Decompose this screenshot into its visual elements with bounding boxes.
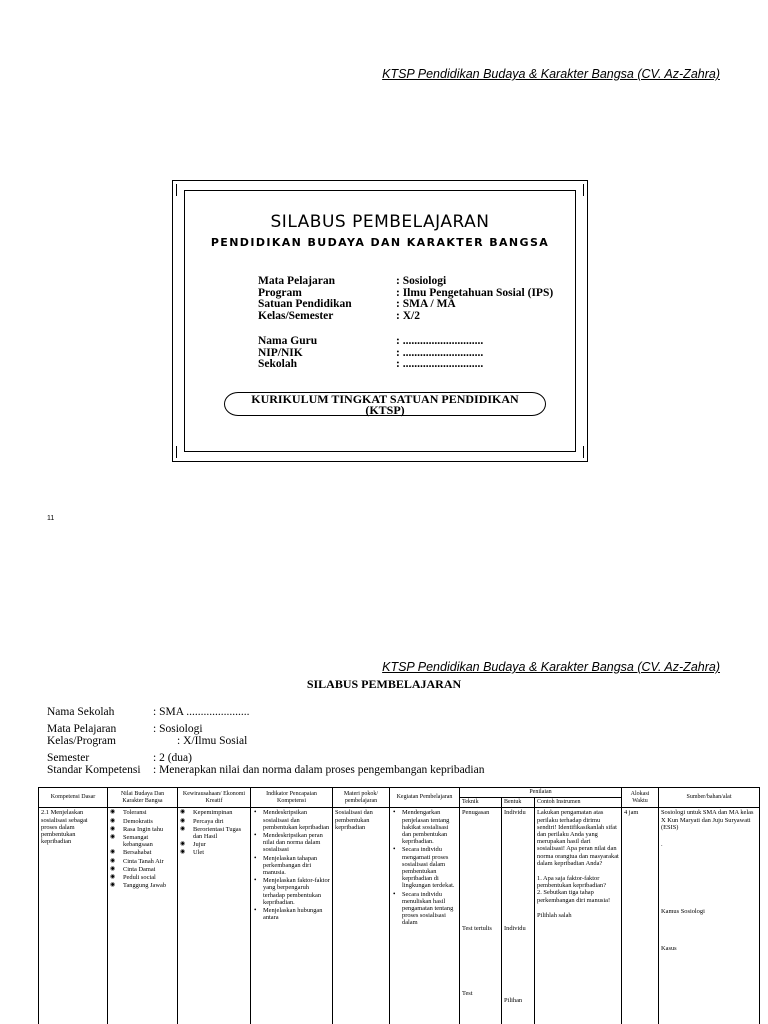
list-item: ◉ Semangat kebangsaan: [110, 834, 175, 848]
teknik-cell: [460, 808, 502, 1024]
cell-text: Kasus: [661, 945, 677, 953]
info-value: : 2 (dua): [153, 752, 192, 764]
cell-text: Pilihlah salah: [537, 911, 572, 919]
col-header: Contoh Instrumen: [535, 798, 622, 808]
list-item: ◉ Jujur: [180, 841, 248, 848]
info-label: Mata Pelajaran: [47, 723, 117, 735]
cell-text: .: [661, 841, 663, 849]
col-header: Nilai Budaya Dan Karakter Bangsa: [108, 788, 178, 808]
info-value: : Menerapkan nilai dan norma dalam proses pengembangan kepribadian: [153, 764, 485, 776]
list-item: ◉ Demokratis: [110, 818, 175, 825]
cell-text: Test: [462, 989, 473, 997]
cell-text: Sosiologi untuk SMA dan MA kelas X Kun Maryati dan Juju Suryawati (ESIS): [661, 809, 754, 831]
list-item: • Menjelaskan hubungan antara: [253, 907, 330, 921]
col-header: Materi pokok/ pembelajaran: [333, 788, 390, 808]
cell-text: Penugasan: [462, 809, 490, 817]
materi-cell: Sosialisasi dan pembentukan kepribadian: [333, 808, 390, 1024]
info-label: Semester: [47, 752, 90, 764]
field-label: NIP/NIK: [258, 346, 303, 359]
cell-text: Pilihan: [504, 996, 523, 1004]
field-label: Sekolah: [258, 358, 297, 370]
cover-frame: [172, 180, 588, 462]
ktsp-line: (KTSP): [365, 403, 405, 417]
bentuk-cell: [502, 808, 535, 1024]
list-item: ◉ Percaya diri: [180, 818, 248, 825]
sumber-cell: [659, 808, 760, 1024]
cell-text: 1. Apa saja faktor-faktor pembentukan kepribadian?: [537, 875, 607, 890]
list-item: • Mendengarkan penjelasan tentang hakikat sosialisasi dan pembentukan kepribadian.: [392, 809, 457, 845]
list-item: ◉ Cinta Damai: [110, 866, 175, 873]
list-item: • Menjelaskan tahapan perkembangan diri manusia.: [253, 855, 330, 877]
ktsp-line: KURIKULUM TINGKAT SATUAN PENDIDIKAN: [251, 392, 519, 406]
list-item: • Menjelaskan faktor-faktor yang berpengaruh terhadap pembentukan kepribadian.: [253, 877, 330, 906]
list-item: ◉ Tanggung Jawab: [110, 882, 175, 889]
field-label: Program: [258, 286, 302, 299]
field-label: Mata Pelajaran: [258, 275, 335, 287]
cell-text: Individu: [504, 809, 526, 817]
ktsp-banner: [224, 392, 546, 416]
list-item: • Secara individu menuliskan hasil pengamatan tentang proses sosialisasi dalam: [392, 891, 457, 927]
kd-cell: 2.1 Menjelaskan sosialisasi sebagai proses dalam pembentukan kepribadian: [39, 808, 108, 1024]
col-header: Bentuk: [502, 798, 535, 808]
table-row: [39, 808, 760, 1024]
cell-text: Individu: [504, 924, 526, 932]
field-label: Nama Guru: [258, 335, 318, 347]
kegiatan-cell: [390, 808, 460, 1024]
alokasi-cell: 4 jam: [622, 808, 659, 1024]
running-header: KTSP Pendidikan Budaya & Karakter Bangsa (CV. Az-Zahra): [382, 67, 720, 81]
field-value: : X/2: [396, 309, 420, 322]
indikator-cell: [251, 808, 333, 1024]
list-item: ◉ Toleransi: [110, 809, 175, 816]
field-label: Kelas/Semester: [258, 309, 334, 322]
page-title: SILABUS PEMBELAJARAN: [306, 677, 462, 691]
list-item: • Secara individu mengamati proses sosialisasi dalam pembentukan kepribadian di lingkungan terdekat.: [392, 846, 457, 889]
col-header: Kegiatan Pembelajaran: [390, 788, 460, 808]
field-value: : ............................: [396, 358, 484, 370]
list-item: ◉ Cinta Tanah Air: [110, 858, 175, 865]
field-value: : ............................: [396, 335, 484, 347]
cell-text: 2. Sebutkan tiga tahap perkembangan diri manusia!: [537, 889, 611, 904]
col-header: Kompetensi Dasar: [39, 788, 108, 808]
list-item: ◉ Ulet: [180, 849, 248, 856]
nilai-cell: [108, 808, 178, 1024]
cover-title: SILABUS PEMBELAJARAN: [270, 212, 490, 232]
list-item: ◉ Bersahabat: [110, 849, 175, 856]
cover-subtitle: PENDIDIKAN BUDAYA DAN KARAKTER BANGSA: [210, 236, 550, 249]
syllabus-table: [38, 787, 760, 1024]
running-header: KTSP Pendidikan Budaya & Karakter Bangsa (CV. Az-Zahra): [382, 660, 720, 674]
page-number: 11: [47, 515, 55, 522]
info-value: : X/Ilmu Sosial: [177, 735, 248, 747]
info-label: Nama Sekolah: [47, 706, 115, 718]
field-value: : ............................: [396, 346, 484, 359]
contoh-cell: [535, 808, 622, 1024]
col-header: Kewirausahaan/ Ekonomi Kreatif: [178, 788, 251, 808]
list-item: ◉ Peduli social: [110, 874, 175, 881]
field-value: : SMA / MA: [396, 298, 456, 310]
cell-text: Kamus Sosiologi: [661, 908, 705, 916]
kewirausahaan-cell: [178, 808, 251, 1024]
cell-text: Lakukan pengamatan atas perilaku terhadap dirimu sendiri! Identifikasikanlah sifat dan perilaku Anda yang merupakan hasil dari sosialisasi! Apa peran nilai dan norma orangtua dan masyarakat dalam kepribadian Anda?: [537, 809, 619, 867]
list-item: ◉ Berorientasi Tugas dan Hasil: [180, 826, 248, 840]
list-item: • Mendeskripsikan sosialisasi dan pembentukan kepribadian: [253, 809, 330, 831]
list-item: ◉ Rasa Ingin tahu: [110, 826, 175, 833]
col-header: Sumber/bahan/alat: [659, 788, 760, 808]
info-value: : Sosiologi: [153, 723, 203, 735]
info-value: : SMA ......................: [153, 706, 250, 718]
col-header: Teknik: [460, 798, 502, 808]
col-header: Alokasi Waktu: [622, 788, 659, 808]
field-value: : Ilmu Pengetahuan Sosial (IPS): [396, 286, 554, 299]
list-item: ◉ Kepemimpinan: [180, 809, 248, 816]
col-header: Penilaian: [460, 788, 622, 798]
info-label: Standar Kompetensi: [47, 764, 141, 776]
info-label: Kelas/Program: [47, 735, 116, 747]
cell-text: Test tertulis: [462, 924, 492, 932]
field-value: : Sosiologi: [396, 275, 447, 287]
col-header: Indikator Pencapaian Kompetensi: [251, 788, 333, 808]
field-label: Satuan Pendidikan: [258, 298, 352, 310]
list-item: • Mendeskripsikan peran nilai dan norma dalam sosialisasi: [253, 832, 330, 854]
